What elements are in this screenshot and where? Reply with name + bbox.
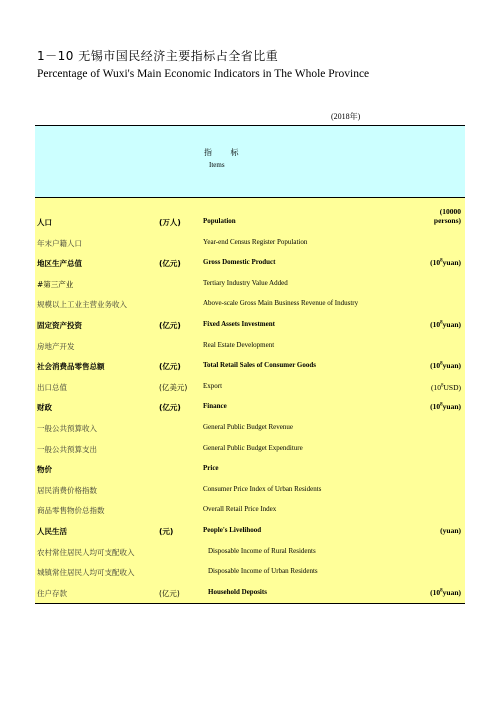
table-row	[35, 207, 465, 231]
indicator-name-chinese: 出口总值	[37, 382, 67, 392]
year-note: (2018年)	[331, 112, 361, 121]
indicator-name-chinese: 住户存款	[37, 588, 67, 598]
indicator-name-english: Disposable Income of Urban Residents	[208, 567, 318, 576]
unit-english: $(10^8yuan)$	[430, 402, 461, 412]
indicator-name-english: People's Livelihood	[203, 526, 262, 534]
indicator-name-english: Tertiary Industry Value Added	[203, 278, 288, 287]
table-row	[35, 376, 465, 396]
indicator-name-chinese: 商品零售物价总指数	[37, 506, 105, 516]
indicator-name-chinese: 物价	[37, 465, 52, 475]
indicator-name-english: Fixed Assets Investment	[203, 320, 275, 328]
table-row	[35, 314, 465, 334]
unit-chinese: (亿元)	[159, 403, 181, 413]
indicator-name-english: Above-scale Gross Main Business Revenue of Industry	[203, 299, 359, 308]
indicator-name-chinese: #第三产业	[37, 279, 74, 289]
table-header	[35, 126, 465, 198]
indicator-name-chinese: 一般公共预算收入	[37, 424, 97, 433]
unit-english: $(10^8yuan)$	[430, 258, 461, 268]
indicator-name-english: Price	[203, 464, 219, 473]
header-items-english: Items	[209, 161, 225, 169]
indicator-name-english: Finance	[203, 402, 227, 411]
indicator-name-chinese: 财政	[37, 403, 52, 413]
table-row	[35, 252, 465, 272]
unit-english: $(10^8USD)$	[430, 382, 461, 392]
indicator-name-english: Household Deposits	[208, 587, 267, 596]
indicator-name-english: Real Estate Development	[203, 340, 275, 349]
indicator-name-chinese: 一般公共预算支出	[37, 444, 97, 454]
table-row	[35, 541, 465, 561]
indicator-name-english: Year-end Census Register Population	[203, 237, 308, 246]
table-row	[35, 335, 465, 355]
unit-chinese: (亿美元)	[159, 382, 188, 392]
unit-english: $(10^8yuan)$	[430, 361, 461, 371]
table-row	[35, 273, 465, 293]
header-items-chinese: 指 标	[204, 148, 247, 157]
unit-english: (10000 persons)	[433, 207, 461, 225]
unit-chinese: (万人)	[159, 218, 181, 227]
indicator-name-chinese: 规模以上工业主营业务收入	[37, 300, 127, 310]
unit-chinese: (亿元)	[159, 321, 181, 330]
unit-chinese: (元)	[159, 527, 174, 536]
table-row	[35, 520, 465, 540]
indicator-name-english: Consumer Price Index of Urban Residents	[203, 484, 322, 493]
indicator-name-chinese: 房地产开发	[37, 341, 75, 351]
unit-english: $(10^8yuan)$	[430, 320, 461, 329]
unit-chinese: (亿元)	[159, 259, 181, 269]
table-row	[35, 355, 465, 375]
title-english: Percentage of Wuxi's Main Economic Indicators in The Whole Province	[37, 68, 370, 80]
indicator-name-chinese: 年末户籍人口	[37, 238, 82, 248]
table-row	[35, 438, 465, 458]
indicator-table	[35, 125, 465, 604]
table-row	[35, 499, 465, 519]
table-row	[35, 396, 465, 416]
indicator-name-english: Disposable Income of Rural Residents	[208, 546, 316, 555]
unit-chinese: (亿元)	[159, 362, 181, 372]
indicator-name-chinese: 社会消费品零售总额	[37, 362, 105, 372]
indicator-name-chinese: 城镇常住居民人均可支配收入	[37, 568, 135, 578]
table-row	[35, 561, 465, 581]
indicator-name-english: General Public Budget Expenditure	[203, 443, 303, 452]
unit-english: $(10^8yuan)$	[430, 587, 461, 597]
table-row	[35, 582, 465, 602]
indicator-name-english: Export	[203, 381, 223, 390]
indicator-name-english: Total Retail Sales of Consumer Goods	[203, 361, 316, 370]
indicator-name-chinese: 农村常住居民人均可支配收入	[37, 547, 135, 557]
unit-english: (yuan)	[440, 526, 461, 535]
indicator-name-english: General Public Budget Revenue	[203, 423, 294, 431]
indicator-name-english: Population	[203, 217, 236, 225]
table-row	[35, 232, 465, 252]
table-row	[35, 479, 465, 499]
indicator-name-chinese: 人口	[37, 218, 52, 227]
indicator-name-chinese: 固定资产投资	[37, 321, 82, 330]
indicator-name-english: Overall Retail Price Index	[203, 505, 277, 514]
title-chinese: 1－10 无锡市国民经济主要指标占全省比重	[37, 49, 279, 63]
unit-chinese: (亿元)	[159, 588, 180, 598]
indicator-name-chinese: 居民消费价格指数	[37, 485, 97, 495]
table-row	[35, 417, 465, 437]
indicator-name-english: Gross Domestic Product	[203, 258, 276, 267]
table-row	[35, 293, 465, 313]
table-row	[35, 458, 465, 478]
indicator-name-chinese: 地区生产总值	[37, 259, 82, 269]
indicator-name-chinese: 人民生活	[37, 527, 67, 536]
